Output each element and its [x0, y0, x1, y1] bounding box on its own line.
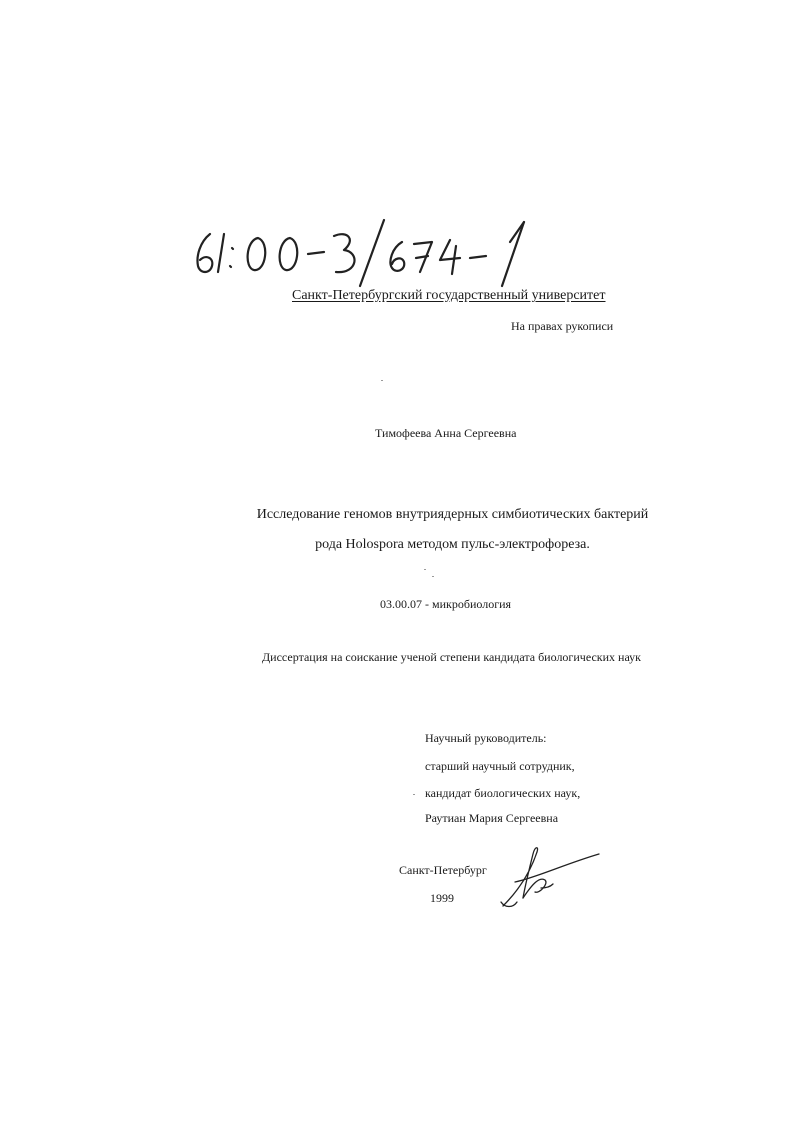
university-name: Санкт-Петербургский государственный университет [292, 288, 606, 303]
advisor-heading: Научный руководитель: [425, 731, 547, 745]
thesis-title-line-2: рода Holospora методом пульс-электрофореза. [315, 537, 590, 552]
city: Санкт-Петербург [399, 863, 487, 877]
scan-speck [381, 380, 383, 381]
year: 1999 [430, 891, 454, 905]
handwritten-archive-number [188, 212, 548, 292]
advisor-degree: кандидат биологических наук, [425, 786, 581, 800]
scan-speck [413, 794, 415, 795]
specialty-code: 03.00.07 - микробиология [380, 597, 512, 611]
advisor-name: Раутиан Мария Сергеевна [425, 811, 559, 825]
author-name: Тимофеева Анна Сергеевна [375, 426, 517, 440]
scan-speck [424, 569, 426, 570]
scan-speck [432, 576, 434, 577]
advisor-position: старший научный сотрудник, [425, 759, 575, 773]
dissertation-note: Диссертация на соискание ученой степени кандидата биологических наук [262, 650, 641, 664]
handwritten-signature [495, 842, 605, 910]
thesis-title-line-1: Исследование геномов внутриядерных симбиотических бактерий [256, 507, 649, 522]
rights-note: На правах рукописи [511, 319, 614, 333]
